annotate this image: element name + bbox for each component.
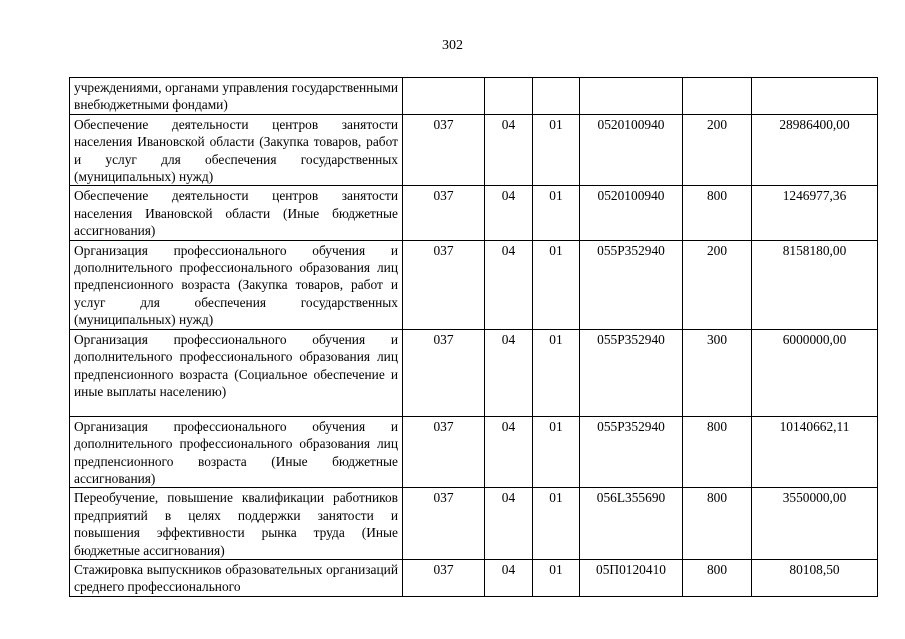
row-description: учреждениями, органами управления государственными внебюджетными фондами): [70, 78, 403, 115]
subsection-code: 01: [533, 186, 580, 240]
subsection-code: 01: [533, 416, 580, 488]
subsection-code: [533, 78, 580, 115]
table-row: [70, 78, 878, 115]
section-code: 04: [485, 114, 533, 186]
ministry-code: 037: [403, 240, 485, 329]
table-row: [70, 329, 878, 416]
ministry-code: 037: [403, 416, 485, 488]
section-code: 04: [485, 488, 533, 560]
row-description: Организация профессионального обучения и дополнительного профессионального образования лиц предпенсионного возраста (Закупка товаров, работ и услуг для обеспечения государственных (муниципальных) нужд): [70, 240, 403, 329]
ministry-code: 037: [403, 488, 485, 560]
expense-type-code: 300: [683, 329, 752, 416]
row-description: Обеспечение деятельности центров занятости населения Ивановской области (Иные бюджетные ассигнования): [70, 186, 403, 240]
amount: 3550000,00: [752, 488, 878, 560]
subsection-code: 01: [533, 559, 580, 596]
table-row: [70, 114, 878, 186]
table-row: [70, 488, 878, 560]
subsection-code: 01: [533, 240, 580, 329]
target-article-code: 0520100940: [580, 186, 683, 240]
section-code: [485, 78, 533, 115]
subsection-code: 01: [533, 114, 580, 186]
subsection-code: 01: [533, 329, 580, 416]
row-description: Переобучение, повышение квалификации работников предприятий в целях поддержки занятости и повышения эффективности рынка труда (Иные бюджетные ассигнования): [70, 488, 403, 560]
expense-type-code: 800: [683, 488, 752, 560]
row-description: Стажировка выпускников образовательных организаций среднего профессионального: [70, 559, 403, 596]
target-article-code: [580, 78, 683, 115]
target-article-code: 0520100940: [580, 114, 683, 186]
budget-table: [69, 77, 878, 597]
ministry-code: 037: [403, 559, 485, 596]
section-code: 04: [485, 240, 533, 329]
amount: 1246977,36: [752, 186, 878, 240]
expense-type-code: 800: [683, 416, 752, 488]
target-article-code: 055P352940: [580, 416, 683, 488]
ministry-code: 037: [403, 329, 485, 416]
expense-type-code: 800: [683, 186, 752, 240]
expense-type-code: [683, 78, 752, 115]
amount: 10140662,11: [752, 416, 878, 488]
expense-type-code: 200: [683, 114, 752, 186]
ministry-code: 037: [403, 186, 485, 240]
amount: [752, 78, 878, 115]
ministry-code: 037: [403, 114, 485, 186]
expense-type-code: 200: [683, 240, 752, 329]
amount: 28986400,00: [752, 114, 878, 186]
target-article-code: 055P352940: [580, 329, 683, 416]
table-row: [70, 240, 878, 329]
amount: 6000000,00: [752, 329, 878, 416]
row-description: Организация профессионального обучения и дополнительного профессионального образования лиц предпенсионного возраста (Социальное обеспечение и иные выплаты населению): [70, 329, 403, 416]
amount: 8158180,00: [752, 240, 878, 329]
section-code: 04: [485, 559, 533, 596]
page-number: 302: [442, 38, 463, 53]
subsection-code: 01: [533, 488, 580, 560]
table-row: [70, 416, 878, 488]
row-description: Организация профессионального обучения и дополнительного профессионального образования лиц предпенсионного возраста (Иные бюджетные ассигнования): [70, 416, 403, 488]
row-description: Обеспечение деятельности центров занятости населения Ивановской области (Закупка товаров, работ и услуг для обеспечения государственных (муниципальных) нужд): [70, 114, 403, 186]
section-code: 04: [485, 329, 533, 416]
table-row: [70, 559, 878, 596]
amount: 80108,50: [752, 559, 878, 596]
target-article-code: 05П0120410: [580, 559, 683, 596]
ministry-code: [403, 78, 485, 115]
table-row: [70, 186, 878, 240]
target-article-code: 056L355690: [580, 488, 683, 560]
target-article-code: 055P352940: [580, 240, 683, 329]
expense-type-code: 800: [683, 559, 752, 596]
section-code: 04: [485, 186, 533, 240]
section-code: 04: [485, 416, 533, 488]
